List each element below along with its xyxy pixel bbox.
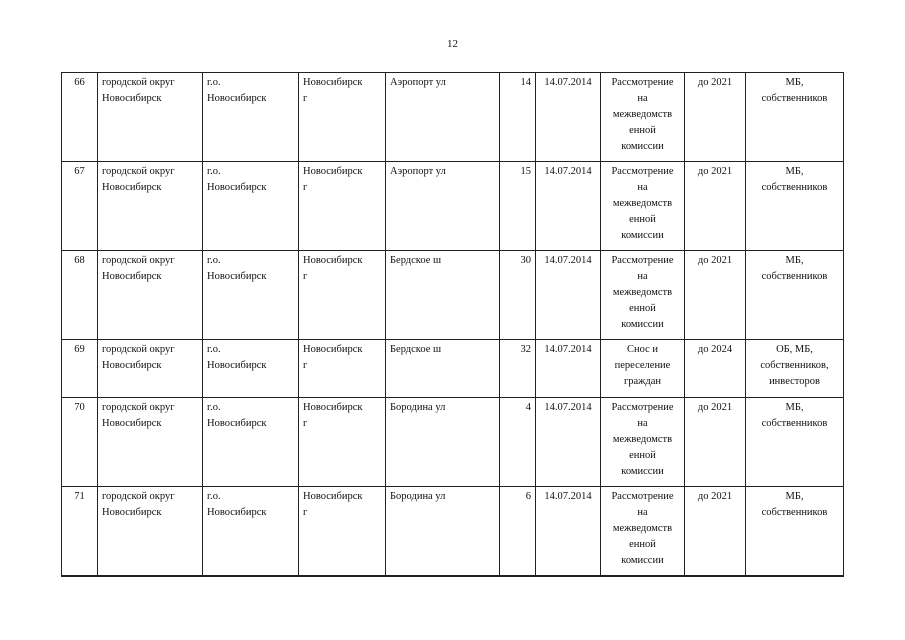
- page-number: 12: [447, 38, 458, 50]
- municipality-cell: г.о. Новосибирск: [203, 398, 299, 487]
- row-number: 71: [62, 487, 98, 576]
- date-cell: 14.07.2014: [536, 487, 601, 576]
- row-number: 69: [62, 340, 98, 398]
- municipality-cell: г.о. Новосибирск: [203, 251, 299, 340]
- date-cell: 14.07.2014: [536, 73, 601, 162]
- house-cell: 32: [500, 340, 536, 398]
- municipality-cell: г.о. Новосибирск: [203, 73, 299, 162]
- table-row: [62, 73, 844, 162]
- measure-cell: Рассмотрение на межведомств енной комиссии: [601, 162, 685, 251]
- street-cell: Бердское ш: [386, 340, 500, 398]
- date-cell: 14.07.2014: [536, 398, 601, 487]
- deadline-cell: до 2021: [685, 398, 746, 487]
- house-cell: 30: [500, 251, 536, 340]
- measure-cell: Рассмотрение на межведомств енной комиссии: [601, 251, 685, 340]
- street-cell: Бородина ул: [386, 398, 500, 487]
- district-cell: городской округ Новосибирск: [98, 73, 203, 162]
- table-row: [62, 162, 844, 251]
- street-cell: Бородина ул: [386, 487, 500, 576]
- district-cell: городской округ Новосибирск: [98, 398, 203, 487]
- house-cell: 15: [500, 162, 536, 251]
- funding-source-cell: МБ, собственников: [746, 251, 844, 340]
- funding-source-cell: МБ, собственников: [746, 162, 844, 251]
- settlement-cell: Новосибирск г: [299, 340, 386, 398]
- table-row: [62, 251, 844, 340]
- house-cell: 14: [500, 73, 536, 162]
- row-number: 68: [62, 251, 98, 340]
- district-cell: городской округ Новосибирск: [98, 340, 203, 398]
- measure-cell: Рассмотрение на межведомств енной комиссии: [601, 73, 685, 162]
- funding-source-cell: ОБ, МБ, собственников, инвесторов: [746, 340, 844, 398]
- date-cell: 14.07.2014: [536, 162, 601, 251]
- settlement-cell: Новосибирск г: [299, 162, 386, 251]
- date-cell: 14.07.2014: [536, 251, 601, 340]
- table-row: [62, 487, 844, 576]
- table-row: [62, 398, 844, 487]
- row-number: 70: [62, 398, 98, 487]
- municipality-cell: г.о. Новосибирск: [203, 340, 299, 398]
- district-cell: городской округ Новосибирск: [98, 251, 203, 340]
- municipality-cell: г.о. Новосибирск: [203, 162, 299, 251]
- settlement-cell: Новосибирск г: [299, 73, 386, 162]
- housing-table: [61, 72, 844, 577]
- street-cell: Бердское ш: [386, 251, 500, 340]
- funding-source-cell: МБ, собственников: [746, 487, 844, 576]
- deadline-cell: до 2021: [685, 487, 746, 576]
- deadline-cell: до 2021: [685, 251, 746, 340]
- measure-cell: Снос и переселение граждан: [601, 340, 685, 398]
- house-cell: 6: [500, 487, 536, 576]
- row-number: 66: [62, 73, 98, 162]
- table-row: [62, 340, 844, 398]
- row-number: 67: [62, 162, 98, 251]
- municipality-cell: г.о. Новосибирск: [203, 487, 299, 576]
- district-cell: городской округ Новосибирск: [98, 487, 203, 576]
- funding-source-cell: МБ, собственников: [746, 398, 844, 487]
- street-cell: Аэропорт ул: [386, 73, 500, 162]
- measure-cell: Рассмотрение на межведомств енной комиссии: [601, 398, 685, 487]
- deadline-cell: до 2021: [685, 73, 746, 162]
- house-cell: 4: [500, 398, 536, 487]
- street-cell: Аэропорт ул: [386, 162, 500, 251]
- settlement-cell: Новосибирск г: [299, 398, 386, 487]
- district-cell: городской округ Новосибирск: [98, 162, 203, 251]
- deadline-cell: до 2024: [685, 340, 746, 398]
- settlement-cell: Новосибирск г: [299, 251, 386, 340]
- date-cell: 14.07.2014: [536, 340, 601, 398]
- settlement-cell: Новосибирск г: [299, 487, 386, 576]
- measure-cell: Рассмотрение на межведомств енной комиссии: [601, 487, 685, 576]
- deadline-cell: до 2021: [685, 162, 746, 251]
- funding-source-cell: МБ, собственников: [746, 73, 844, 162]
